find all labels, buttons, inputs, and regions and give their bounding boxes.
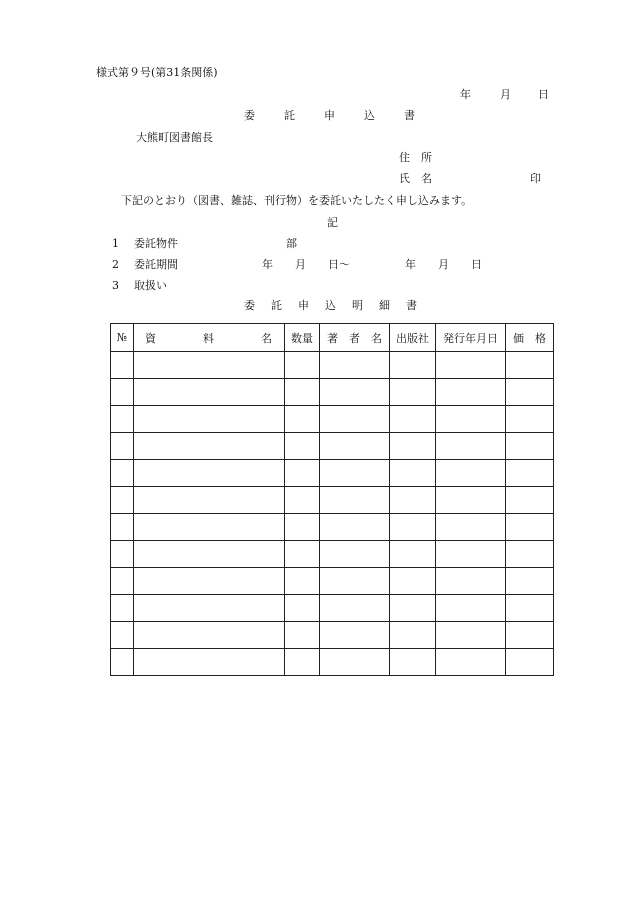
address-label: 住 所 bbox=[399, 151, 432, 164]
cell-publisher[interactable] bbox=[390, 379, 436, 406]
cell-author[interactable] bbox=[320, 352, 390, 379]
document-title bbox=[244, 109, 415, 123]
cell-title[interactable] bbox=[134, 433, 285, 460]
table-row bbox=[111, 514, 554, 541]
cell-author[interactable] bbox=[320, 595, 390, 622]
cell-no[interactable] bbox=[111, 352, 134, 379]
cell-quantity[interactable] bbox=[285, 433, 320, 460]
detail-title-char: 明 bbox=[352, 299, 363, 312]
cell-title[interactable] bbox=[134, 595, 285, 622]
cell-quantity[interactable] bbox=[285, 487, 320, 514]
detail-table bbox=[110, 323, 554, 676]
cell-author[interactable] bbox=[320, 460, 390, 487]
seal-mark: 印 bbox=[530, 172, 541, 185]
item-unit: 部 bbox=[286, 237, 297, 250]
cell-pub-date[interactable] bbox=[436, 406, 506, 433]
header-price: 価 格 bbox=[506, 324, 554, 352]
table-row bbox=[111, 460, 554, 487]
ki-heading: 記 bbox=[327, 216, 338, 229]
cell-title[interactable] bbox=[134, 352, 285, 379]
cell-quantity[interactable] bbox=[285, 379, 320, 406]
cell-quantity[interactable] bbox=[285, 406, 320, 433]
cell-publisher[interactable] bbox=[390, 352, 436, 379]
table-row bbox=[111, 379, 554, 406]
table-row bbox=[111, 433, 554, 460]
cell-publisher[interactable] bbox=[390, 460, 436, 487]
cell-no[interactable] bbox=[111, 460, 134, 487]
cell-price[interactable] bbox=[506, 406, 554, 433]
item-consigned-goods bbox=[112, 237, 178, 251]
header-title-part: 資 bbox=[145, 331, 156, 345]
cell-price[interactable] bbox=[506, 541, 554, 568]
cell-author[interactable] bbox=[320, 568, 390, 595]
name-label: 氏 名 bbox=[399, 172, 432, 185]
table-row bbox=[111, 622, 554, 649]
cell-publisher[interactable] bbox=[390, 595, 436, 622]
cell-pub-date[interactable] bbox=[436, 568, 506, 595]
cell-price[interactable] bbox=[506, 514, 554, 541]
cell-title[interactable] bbox=[134, 460, 285, 487]
table-header-row bbox=[111, 324, 554, 352]
cell-price[interactable] bbox=[506, 352, 554, 379]
header-publisher: 出版社 bbox=[390, 324, 436, 352]
header-pub-date: 発行年月日 bbox=[436, 324, 506, 352]
cell-no[interactable] bbox=[111, 568, 134, 595]
cell-quantity[interactable] bbox=[285, 541, 320, 568]
header-title bbox=[134, 324, 285, 352]
detail-title bbox=[244, 299, 417, 313]
cell-title[interactable] bbox=[134, 568, 285, 595]
cell-no[interactable] bbox=[111, 541, 134, 568]
cell-price[interactable] bbox=[506, 649, 554, 676]
table-row bbox=[111, 487, 554, 514]
cell-pub-date[interactable] bbox=[436, 622, 506, 649]
cell-author[interactable] bbox=[320, 379, 390, 406]
cell-title[interactable] bbox=[134, 379, 285, 406]
header-title-part: 名 bbox=[261, 331, 272, 345]
cell-title[interactable] bbox=[134, 541, 285, 568]
date-day: 日 bbox=[538, 88, 549, 101]
form-number: 様式第９号(第31条関係) bbox=[96, 66, 218, 79]
item-handling bbox=[112, 279, 167, 293]
cell-title[interactable] bbox=[134, 649, 285, 676]
cell-pub-date[interactable] bbox=[436, 433, 506, 460]
detail-title-char: 申 bbox=[298, 299, 309, 312]
detail-title-char: 託 bbox=[271, 299, 282, 312]
cell-pub-date[interactable] bbox=[436, 460, 506, 487]
cell-no[interactable] bbox=[111, 433, 134, 460]
title-char: 込 bbox=[364, 109, 375, 122]
detail-title-char: 委 bbox=[244, 299, 255, 312]
cell-publisher[interactable] bbox=[390, 514, 436, 541]
header-title-part: 料 bbox=[203, 331, 214, 345]
cell-publisher[interactable] bbox=[390, 622, 436, 649]
cell-no[interactable] bbox=[111, 514, 134, 541]
cell-quantity[interactable] bbox=[285, 514, 320, 541]
header-quantity: 数量 bbox=[285, 324, 320, 352]
cell-price[interactable] bbox=[506, 487, 554, 514]
cell-quantity[interactable] bbox=[285, 595, 320, 622]
cell-author[interactable] bbox=[320, 649, 390, 676]
cell-pub-date[interactable] bbox=[436, 352, 506, 379]
cell-price[interactable] bbox=[506, 595, 554, 622]
title-char: 書 bbox=[404, 109, 415, 122]
table-row bbox=[111, 568, 554, 595]
cell-no[interactable] bbox=[111, 622, 134, 649]
table-row bbox=[111, 406, 554, 433]
statement: 下記のとおり（図書、雑誌、刊行物）を委託いたしたく申し込みます。 bbox=[121, 194, 473, 207]
table-row bbox=[111, 541, 554, 568]
cell-no[interactable] bbox=[111, 406, 134, 433]
cell-no[interactable] bbox=[111, 487, 134, 514]
item-label: 委託期間 bbox=[134, 258, 178, 271]
cell-publisher[interactable] bbox=[390, 541, 436, 568]
title-char: 託 bbox=[284, 109, 295, 122]
cell-author[interactable] bbox=[320, 541, 390, 568]
cell-quantity[interactable] bbox=[285, 649, 320, 676]
cell-pub-date[interactable] bbox=[436, 514, 506, 541]
cell-author[interactable] bbox=[320, 433, 390, 460]
cell-quantity[interactable] bbox=[285, 352, 320, 379]
table-body bbox=[111, 352, 554, 676]
cell-author[interactable] bbox=[320, 622, 390, 649]
item-label: 取扱い bbox=[134, 279, 167, 292]
header-no: № bbox=[111, 324, 134, 352]
title-char: 委 bbox=[244, 109, 255, 122]
item-number: 1 bbox=[112, 237, 119, 250]
detail-title-char: 書 bbox=[406, 299, 417, 312]
cell-author[interactable] bbox=[320, 514, 390, 541]
cell-pub-date[interactable] bbox=[436, 379, 506, 406]
cell-publisher[interactable] bbox=[390, 568, 436, 595]
cell-no[interactable] bbox=[111, 379, 134, 406]
cell-quantity[interactable] bbox=[285, 460, 320, 487]
cell-pub-date[interactable] bbox=[436, 649, 506, 676]
cell-title[interactable] bbox=[134, 514, 285, 541]
date-year: 年 bbox=[460, 88, 471, 101]
cell-quantity[interactable] bbox=[285, 568, 320, 595]
cell-no[interactable] bbox=[111, 595, 134, 622]
date-line bbox=[460, 88, 549, 102]
title-char: 申 bbox=[324, 109, 335, 122]
cell-price[interactable] bbox=[506, 460, 554, 487]
cell-author[interactable] bbox=[320, 406, 390, 433]
cell-title[interactable] bbox=[134, 487, 285, 514]
cell-price[interactable] bbox=[506, 622, 554, 649]
header-author: 著 者 名 bbox=[320, 324, 390, 352]
cell-title[interactable] bbox=[134, 406, 285, 433]
detail-title-char: 込 bbox=[325, 299, 336, 312]
cell-publisher[interactable] bbox=[390, 433, 436, 460]
cell-publisher[interactable] bbox=[390, 487, 436, 514]
table-row bbox=[111, 649, 554, 676]
cell-quantity[interactable] bbox=[285, 622, 320, 649]
detail-title-char: 細 bbox=[379, 299, 390, 312]
cell-publisher[interactable] bbox=[390, 649, 436, 676]
period-dates: 年 月 日～ 年 月 日 bbox=[262, 258, 482, 271]
addressee: 大熊町図書館長 bbox=[136, 131, 213, 144]
cell-price[interactable] bbox=[506, 568, 554, 595]
date-month: 月 bbox=[500, 88, 511, 101]
item-label: 委託物件 bbox=[134, 237, 178, 250]
table-row bbox=[111, 352, 554, 379]
cell-price[interactable] bbox=[506, 379, 554, 406]
cell-publisher[interactable] bbox=[390, 406, 436, 433]
cell-no[interactable] bbox=[111, 649, 134, 676]
cell-price[interactable] bbox=[506, 433, 554, 460]
cell-pub-date[interactable] bbox=[436, 487, 506, 514]
item-number: 2 bbox=[112, 258, 119, 271]
cell-pub-date[interactable] bbox=[436, 541, 506, 568]
item-number: 3 bbox=[112, 279, 119, 292]
cell-pub-date[interactable] bbox=[436, 595, 506, 622]
item-consign-period bbox=[112, 258, 178, 272]
cell-author[interactable] bbox=[320, 487, 390, 514]
cell-title[interactable] bbox=[134, 622, 285, 649]
table-row bbox=[111, 595, 554, 622]
